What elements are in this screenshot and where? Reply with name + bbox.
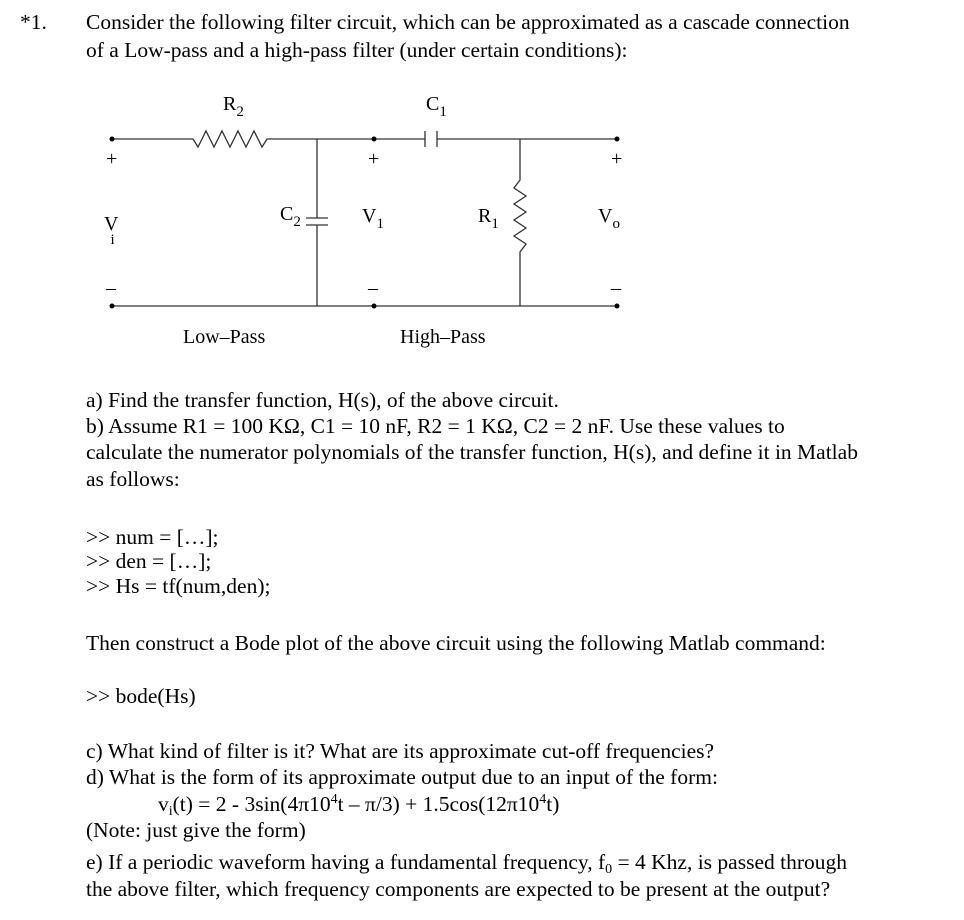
plus-vo: + [611, 148, 623, 170]
label-c2: $C_2$ [280, 203, 301, 230]
label-v1: $V_1$ [362, 205, 384, 232]
plus-v1: + [368, 148, 380, 170]
r1-branch [514, 139, 526, 306]
minus-v1: – [368, 277, 378, 299]
code-den: >> den = […]; [86, 549, 212, 573]
minus-vi: – [106, 277, 116, 299]
label-c1: $C_1$ [426, 93, 447, 120]
bode-instruction: Then construct a Bode plot of the above circuit using the following Matlab command: [86, 631, 826, 655]
intro-line-1: Consider the following filter circuit, which can be approximated as a cascade connection [86, 10, 850, 34]
input-equation: $v_i(t) = 2 - 3\sin(4\pi 10^4t - \pi/3) + 1.5\cos(12\pi 10^4t)$ [158, 792, 560, 819]
label-r2: $R_2$ [223, 93, 244, 120]
circuit-diagram [0, 0, 964, 360]
code-bode: >> bode(Hs) [86, 684, 196, 708]
capacitor-c1 [425, 131, 437, 147]
problem-number: *1. [20, 10, 47, 34]
code-num: >> num = […]; [86, 525, 219, 549]
label-vi: V i [104, 213, 119, 248]
question-b-line-1: b) Assume R1 = 100 KΩ, C1 = 10 nF, R2 = 1 KΩ, C2 = 2 nF. Use these values to [86, 414, 785, 438]
question-e-line-2: the above filter, which frequency components are expected to be present at the output? [86, 877, 831, 901]
question-b-line-3: as follows: [86, 467, 180, 491]
label-high-pass: High–Pass [400, 326, 486, 348]
label-r1: $R_1$ [478, 205, 499, 232]
note: (Note: just give the form) [86, 818, 306, 842]
label-low-pass: Low–Pass [183, 326, 266, 348]
code-tf: >> Hs = tf(num,den); [86, 574, 271, 598]
intro-line-2: of a Low-pass and a high-pass filter (under certain conditions): [86, 38, 628, 62]
question-d: d) What is the form of its approximate output due to an input of the form: [86, 765, 718, 789]
resistor-r2 [185, 131, 290, 147]
question-e-line-1: e) If a periodic waveform having a fundamental frequency, $f_0 = 4$ Khz, is passed through [86, 850, 848, 877]
plus-vi: + [106, 148, 118, 170]
c2-branch [306, 139, 328, 306]
question-a: a) Find the transfer function, H(s), of the above circuit. [86, 388, 559, 412]
question-b-line-2: calculate the numerator polynomials of the transfer function, H(s), and define it in Matlab [86, 440, 858, 464]
label-vo: $V_o$ [598, 205, 620, 232]
question-c: c) What kind of filter is it? What are its approximate cut-off frequencies? [86, 739, 715, 763]
minus-vo: – [611, 277, 621, 299]
